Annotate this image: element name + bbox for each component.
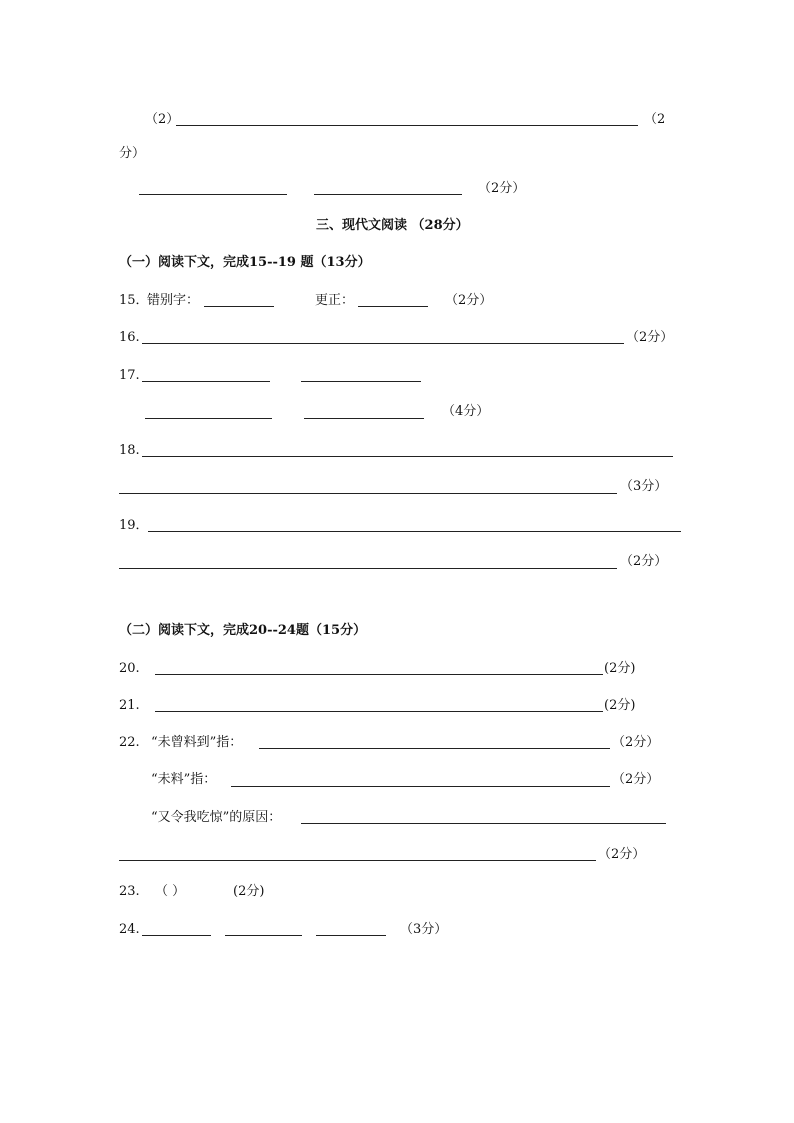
score-label: （2 [644,112,666,127]
answer-line[interactable] [176,125,638,126]
question-number: 22. [119,735,140,750]
answer-line[interactable] [155,674,603,675]
field-label: 更正： [315,293,355,308]
question-number: 19． [119,518,149,533]
score-label: （2分） [626,330,674,345]
answer-line[interactable] [142,456,673,457]
question-number: 21. [119,698,140,713]
answer-line[interactable] [259,748,610,749]
question-number: 20. [119,661,140,676]
answer-line[interactable] [314,194,462,195]
answer-line[interactable] [142,343,624,344]
answer-line[interactable] [148,531,681,532]
question-number: 16. [119,330,140,345]
answer-line[interactable] [155,711,603,712]
answer-line[interactable] [301,381,421,382]
answer-line[interactable] [225,935,302,936]
score-label: (2分) [233,884,265,899]
score-label: （2分） [612,735,660,750]
score-label: （2分） [612,772,660,787]
answer-line[interactable] [119,568,617,569]
field-label: “未料”指： [151,772,217,787]
score-label: （3分） [400,922,448,937]
answer-line[interactable] [204,306,274,307]
answer-line[interactable] [119,860,596,861]
score-label: 分） [119,146,146,161]
score-label: (2分) [604,661,636,676]
question-number: 17. [119,368,140,383]
score-label: （4分） [442,404,490,419]
answer-line[interactable] [231,786,610,787]
answer-line[interactable] [304,418,424,419]
question-number: 23. [119,884,140,899]
answer-line[interactable] [316,935,386,936]
section-title: 三、现代文阅读 （28分） [316,218,469,233]
score-label: （2分） [445,293,493,308]
field-label: “未曾料到”指： [151,735,243,750]
answer-line[interactable] [139,194,287,195]
answer-parentheses[interactable]: （ ） [155,884,186,899]
score-label: （2分） [598,847,646,862]
answer-line[interactable] [358,306,428,307]
answer-line[interactable] [142,381,270,382]
answer-line[interactable] [145,418,272,419]
answer-line[interactable] [142,935,211,936]
question-number: 15． [119,293,149,308]
answer-line[interactable] [119,493,617,494]
part-heading: （一）阅读下文，完成15--19 题（13分） [119,255,371,270]
question-number: 24. [119,922,140,937]
field-label: 错别字： [147,293,200,308]
field-label: “又令我吃惊”的原因： [151,810,282,825]
score-label: （3分） [620,479,668,494]
part-heading: （二）阅读下文，完成20--24题（15分） [119,623,367,638]
score-label: （2分） [620,554,668,569]
score-label: （2分） [478,181,526,196]
answer-line[interactable] [301,823,666,824]
question-number: 18. [119,443,140,458]
question-number: （2） [145,112,180,127]
score-label: (2分) [604,698,636,713]
